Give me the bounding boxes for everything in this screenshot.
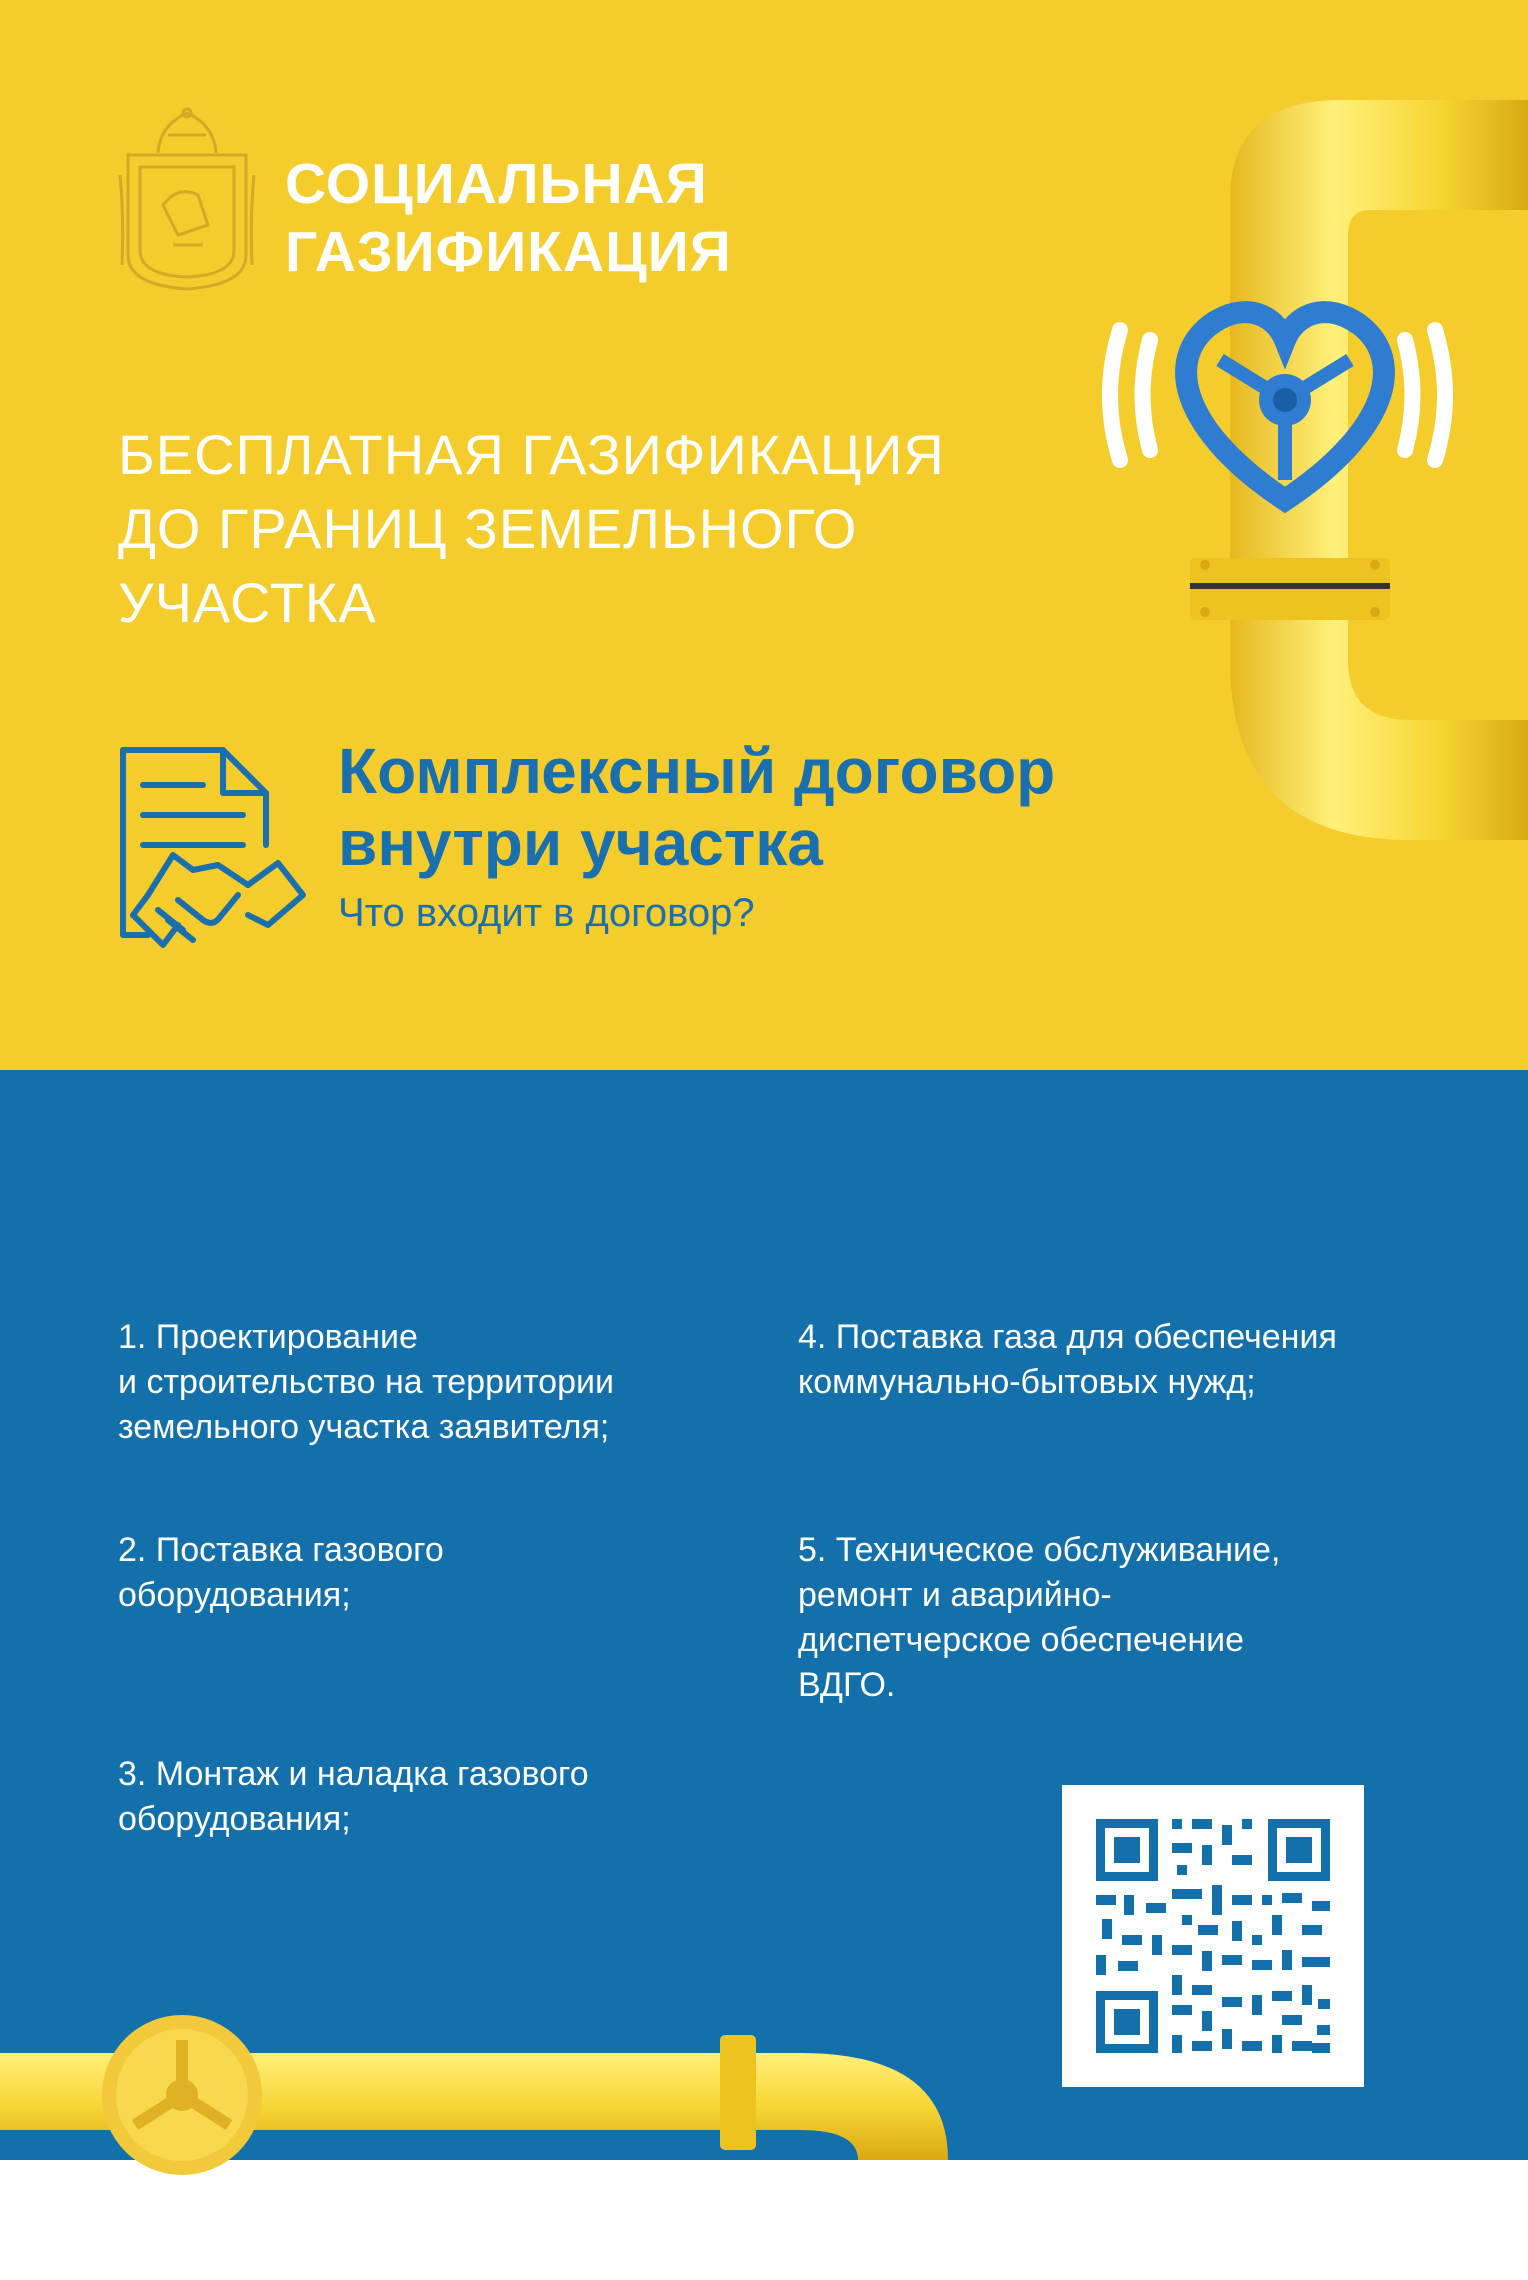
contract-title-line-2: внутри участка (338, 807, 823, 879)
list-item-line: 2. Поставка газового (118, 1531, 444, 1569)
list-item-line: и строительство на территории (118, 1363, 614, 1401)
yellow-gas-pipe-wheel-valve-icon (0, 1910, 960, 2160)
list-item (118, 1752, 589, 1842)
list-item-line: 3. Монтаж и наладка газового (118, 1755, 589, 1793)
list-item-line: диспетчерское обеспечение (798, 1621, 1245, 1659)
headline (118, 418, 945, 640)
contract-title-line-1: Комплексный договор (338, 735, 1056, 807)
contract-title (338, 735, 1055, 879)
includes-title: Комплексный договор включает: (118, 2220, 980, 2278)
list-item (798, 1315, 1337, 1405)
list-item (798, 1528, 1280, 1708)
list-item-line: ремонт и аварийно- (798, 1576, 1112, 1614)
hero-section (0, 0, 1528, 1070)
list-item-line: оборудования; (118, 1800, 351, 1838)
headline-line-3: УЧАСТКА (118, 571, 377, 634)
list-item-line: 5. Техническое обслуживание, (798, 1531, 1281, 1569)
list-item-line: 1. Проектирование (118, 1318, 418, 1356)
list-item-line: 4. Поставка газа для обеспечения (798, 1318, 1337, 1356)
list-item-line: коммунально-бытовых нужд; (798, 1363, 1256, 1401)
brand-line-2: ГАЗИФИКАЦИЯ (285, 220, 732, 284)
brand-title (285, 150, 732, 286)
qr-code-icon (1062, 1785, 1364, 2087)
moscow-region-coat-of-arms-icon (118, 105, 256, 292)
list-item (118, 1315, 614, 1450)
yellow-gas-pipe-heart-valve-icon (1080, 60, 1528, 960)
headline-line-2: ДО ГРАНИЦ ЗЕМЕЛЬНОГО (118, 497, 858, 560)
brand-line-1: СОЦИАЛЬНАЯ (285, 152, 708, 216)
contract-handshake-icon (118, 745, 308, 955)
list-item-line: оборудования; (118, 1576, 351, 1614)
contract-question: Что входит в договор? (338, 891, 755, 935)
qr-code[interactable] (1062, 1785, 1364, 2087)
list-item-line: ВДГО. (798, 1666, 896, 1704)
list-item-line: земельного участка заявителя; (118, 1408, 610, 1446)
list-item (118, 1528, 444, 1618)
headline-line-1: БЕСПЛАТНАЯ ГАЗИФИКАЦИЯ (118, 423, 945, 486)
